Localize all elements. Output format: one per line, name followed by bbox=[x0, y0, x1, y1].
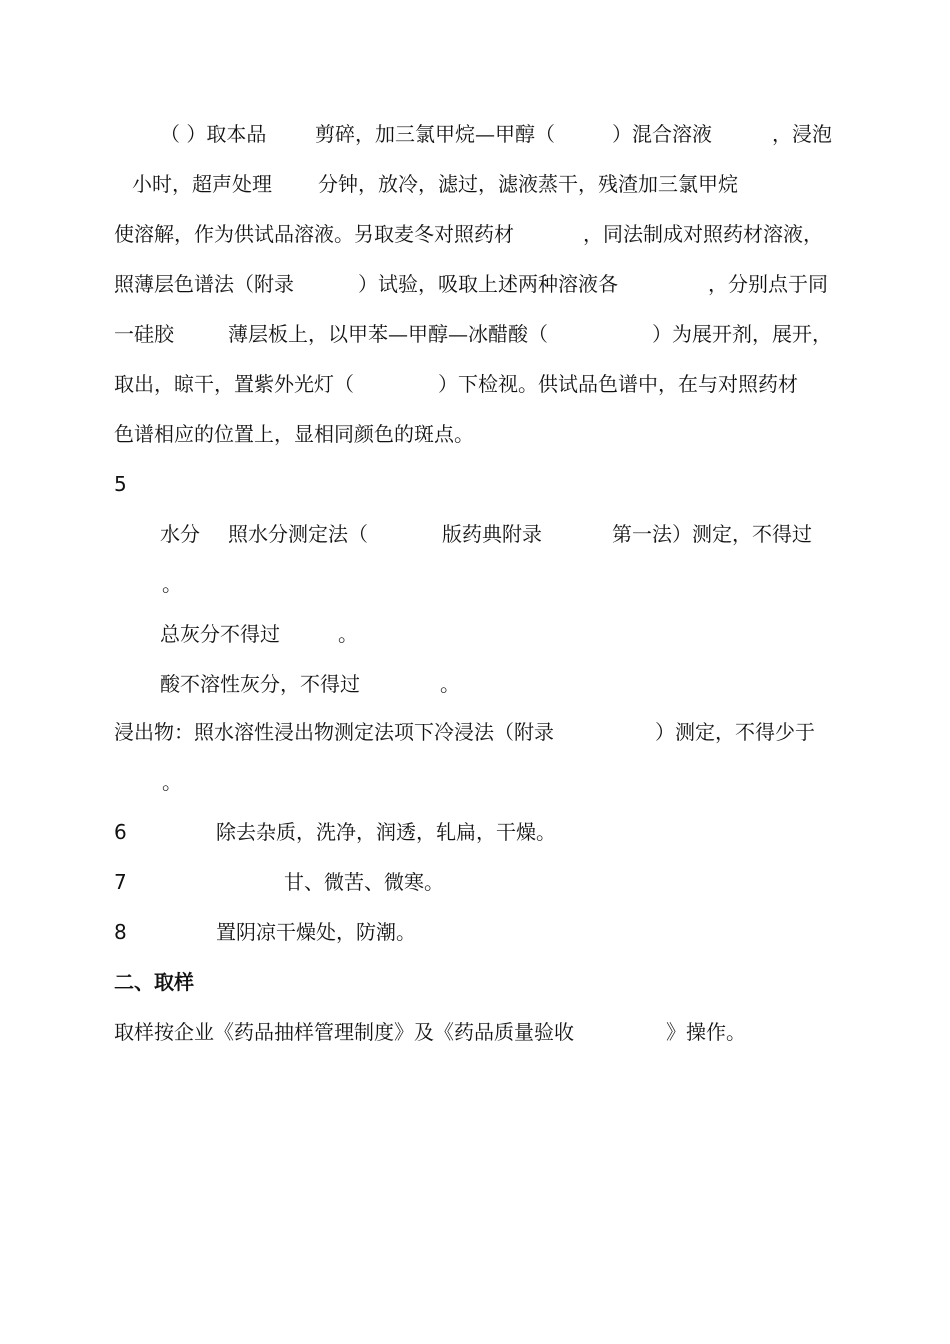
acid-ash-text: 酸不溶性灰分，不得过 bbox=[160, 672, 360, 696]
water-text-e: 。 bbox=[162, 572, 182, 596]
acid-ash-end: 。 bbox=[440, 672, 460, 696]
id-line1-c: ）混合溶液 bbox=[612, 122, 712, 146]
sampling-text-a: 取样按企业《药品抽样管理制度》及《药品质量验收 bbox=[114, 1020, 574, 1044]
extract-text-b: ）测定，不得少于 bbox=[655, 720, 815, 744]
id-line5-b: 薄层板上，以甲苯—甲醇—冰醋酸（ bbox=[228, 322, 548, 346]
section5-number: 5 bbox=[114, 472, 127, 496]
id-line2-a: 小时，超声处理 bbox=[132, 172, 272, 196]
water-text-c: 版药典附录 bbox=[442, 522, 542, 546]
id-line4-c: ，分别点于同 bbox=[708, 272, 828, 296]
id-line1-b: 剪碎，加三氯甲烷—甲醇（ bbox=[315, 122, 555, 146]
id-line5-a: 一硅胶 bbox=[114, 322, 174, 346]
extract-text-c: 。 bbox=[162, 770, 182, 794]
id-line1-d: ，浸泡 bbox=[772, 122, 832, 146]
id-line5-c: ）为展开剂，展开， bbox=[652, 322, 832, 346]
id-line4-a: 照薄层色谱法（附录 bbox=[114, 272, 294, 296]
section7-text: 甘、微苦、微寒。 bbox=[284, 870, 444, 894]
id-line7: 色谱相应的位置上，显相同颜色的斑点。 bbox=[114, 422, 474, 446]
sampling-text-b: 》操作。 bbox=[666, 1020, 746, 1044]
total-ash-text: 总灰分不得过 bbox=[160, 622, 280, 646]
id-line3-a: 使溶解，作为供试品溶液。另取麦冬对照药材 bbox=[114, 222, 514, 246]
id-line4-b: ）试验，吸取上述两种溶液各 bbox=[358, 272, 618, 296]
section6-number: 6 bbox=[114, 820, 127, 844]
id-line1-a: （ ）取本品 bbox=[160, 122, 267, 146]
id-line2-b: 分钟，放冷，滤过，滤液蒸干，残渣加三氯甲烷 bbox=[318, 172, 738, 196]
water-text-b: 照水分测定法（ bbox=[228, 522, 368, 546]
id-line6-b: ）下检视。供试品色谱中，在与对照药材 bbox=[438, 372, 798, 396]
extract-text-a: 浸出物：照水溶性浸出物测定法项下冷浸法（附录 bbox=[114, 720, 554, 744]
section8-text: 置阴凉干燥处，防潮。 bbox=[216, 920, 416, 944]
id-line3-b: ，同法制成对照药材溶液， bbox=[583, 222, 823, 246]
water-label: 水分 bbox=[160, 522, 200, 546]
section6-text: 除去杂质，洗净，润透，轧扁，干燥。 bbox=[216, 820, 556, 844]
id-line6-a: 取出，晾干，置紫外光灯（ bbox=[114, 372, 354, 396]
total-ash-end: 。 bbox=[338, 622, 358, 646]
sampling-heading: 二、取样 bbox=[114, 970, 194, 994]
section7-number: 7 bbox=[114, 870, 127, 894]
water-text-d: 第一法）测定，不得过 bbox=[612, 522, 812, 546]
section8-number: 8 bbox=[114, 920, 127, 944]
